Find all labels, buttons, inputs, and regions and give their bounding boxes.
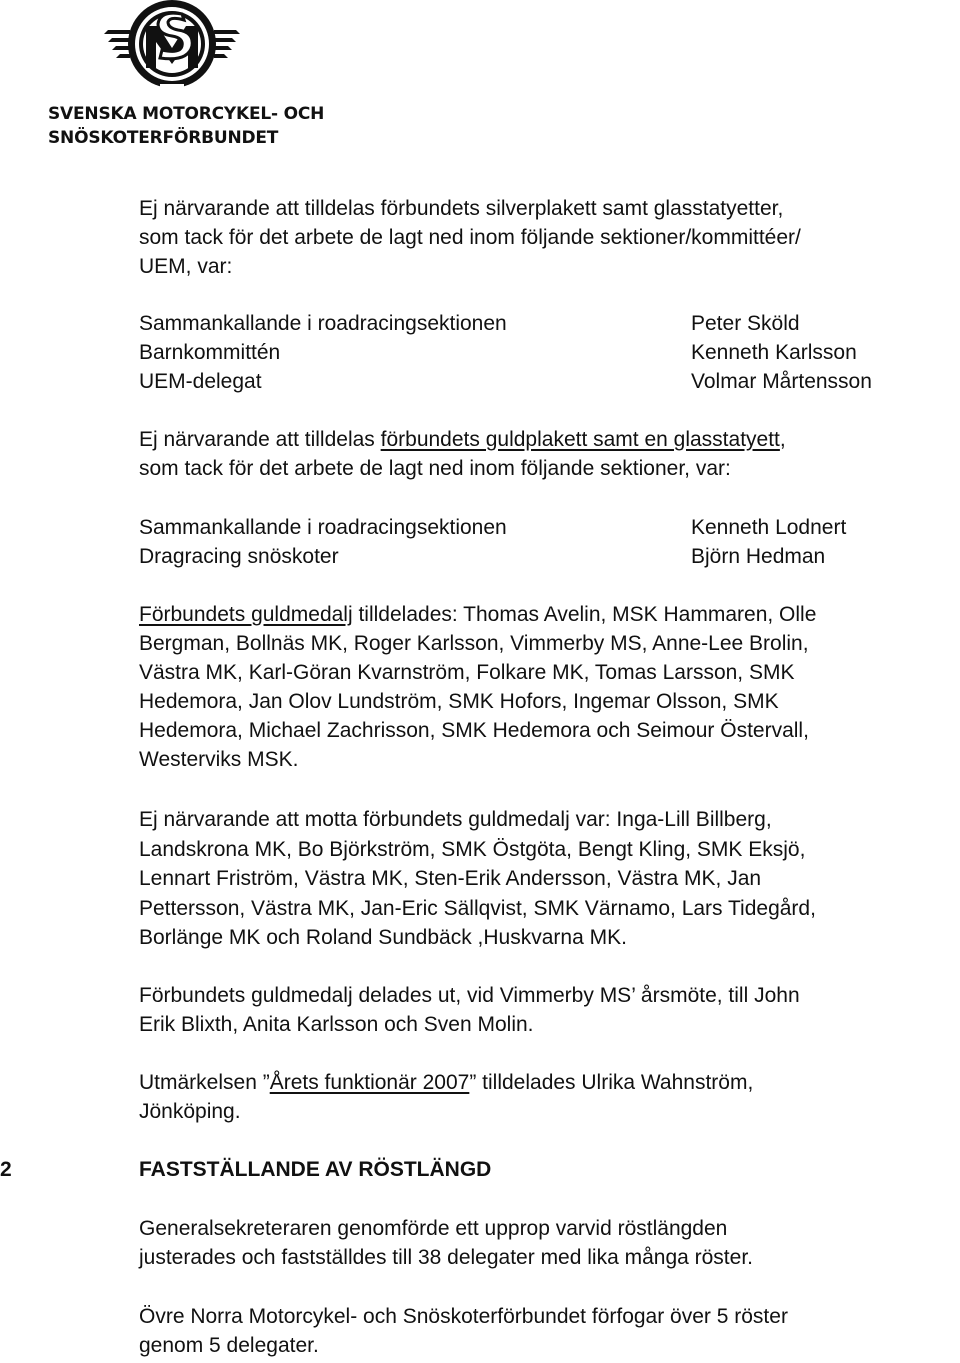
section2-para1-line: justerades och fastställdes till 38 delegater med lika många röster. (139, 1246, 753, 1269)
svemo-logo-icon (100, 0, 244, 100)
section2-para1-line: Generalsekreteraren genomförde ett upprop varvid röstlängden (139, 1217, 728, 1240)
gold-plaque-line (139, 425, 786, 454)
silver-name: Kenneth Karlsson (691, 341, 857, 364)
gold-medal-line (139, 600, 816, 629)
award-line (139, 1068, 753, 1097)
gold-medal-line: Hedemora, Jan Olov Lundström, SMK Hofors, Ingemar Olsson, SMK (139, 690, 779, 713)
absent-medal-line: Landskrona MK, Bo Björkström, SMK Östgöta, Bengt Kling, SMK Eksjö, (139, 838, 806, 861)
section2-para2-line: genom 5 delegater. (139, 1334, 319, 1357)
award-line: Jönköping. (139, 1100, 241, 1123)
section-title: FASTSTÄLLANDE AV RÖSTLÄNGD (139, 1158, 492, 1181)
gold-medal-line: Hedemora, Michael Zachrisson, SMK Hedemora och Seimour Östervall, (139, 719, 809, 742)
gold-plaque-text: , (779, 428, 786, 451)
org-name-line1: SVENSKA MOTORCYKEL- OCH (48, 104, 325, 124)
gold-medal-line: Bergman, Bollnäs MK, Roger Karlsson, Vimmerby MS, Anne-Lee Brolin, (139, 632, 809, 655)
silver-intro-line: som tack för det arbete de lagt ned inom följande sektioner/kommittéer/ (139, 226, 801, 249)
award-text: ” tilldelades Ulrika Wahnström, (469, 1071, 754, 1094)
absent-medal-line: Borlänge MK och Roland Sundbäck ,Huskvarna MK. (139, 926, 627, 949)
gold-medal-line: Västra MK, Karl-Göran Kvarnström, Folkare MK, Tomas Larsson, SMK (139, 661, 795, 684)
silver-name: Volmar Mårtensson (691, 370, 872, 393)
absent-medal-line: Lennart Friström, Västra MK, Sten-Erik Andersson, Västra MK, Jan (139, 867, 762, 890)
section2-para2-line: Övre Norra Motorcykel- och Snöskoterförbundet förfogar över 5 röster (139, 1305, 788, 1328)
silver-role: Sammankallande i roadracingsektionen (139, 312, 507, 335)
gold-plaque-role: Dragracing snöskoter (139, 545, 339, 568)
gold-plaque-underlined: förbundets guldplakett samt en glasstatyett (380, 428, 780, 451)
silver-name: Peter Sköld (691, 312, 800, 335)
award-text: Utmärkelsen ” (139, 1071, 270, 1094)
vimmerby-line: Förbundets guldmedalj delades ut, vid Vimmerby MS’ årsmöte, till John (139, 984, 800, 1007)
org-logo (100, 0, 244, 100)
silver-intro-line: UEM, var: (139, 255, 233, 278)
section-number: 2 (0, 1158, 12, 1181)
gold-plaque-text: Ej närvarande att tilldelas (139, 428, 381, 451)
silver-role: UEM-delegat (139, 370, 262, 393)
org-name-line2: SNÖSKOTERFÖRBUNDET (48, 128, 279, 148)
absent-medal-line: Pettersson, Västra MK, Jan-Eric Sällqvist, SMK Värnamo, Lars Tidegård, (139, 897, 816, 920)
gold-plaque-name: Björn Hedman (691, 545, 826, 568)
gold-plaque-role: Sammankallande i roadracingsektionen (139, 516, 507, 539)
gold-plaque-name: Kenneth Lodnert (691, 516, 847, 539)
absent-medal-line: Ej närvarande att motta förbundets guldmedalj var: Inga-Lill Billberg, (139, 808, 772, 831)
gold-plaque-line: som tack för det arbete de lagt ned inom följande sektioner, var: (139, 457, 731, 480)
gold-medal-underlined: Förbundets guldmedalj (139, 603, 353, 626)
silver-intro-line: Ej närvarande att tilldelas förbundets silverplakett samt glasstatyetter, (139, 197, 784, 220)
silver-role: Barnkommittén (139, 341, 281, 364)
vimmerby-line: Erik Blixth, Anita Karlsson och Sven Molin. (139, 1013, 534, 1036)
award-underlined: Årets funktionär 2007 (269, 1071, 470, 1094)
gold-medal-text: tilldelades: Thomas Avelin, MSK Hammaren, Olle (352, 603, 817, 626)
gold-medal-line: Westerviks MSK. (139, 748, 299, 771)
